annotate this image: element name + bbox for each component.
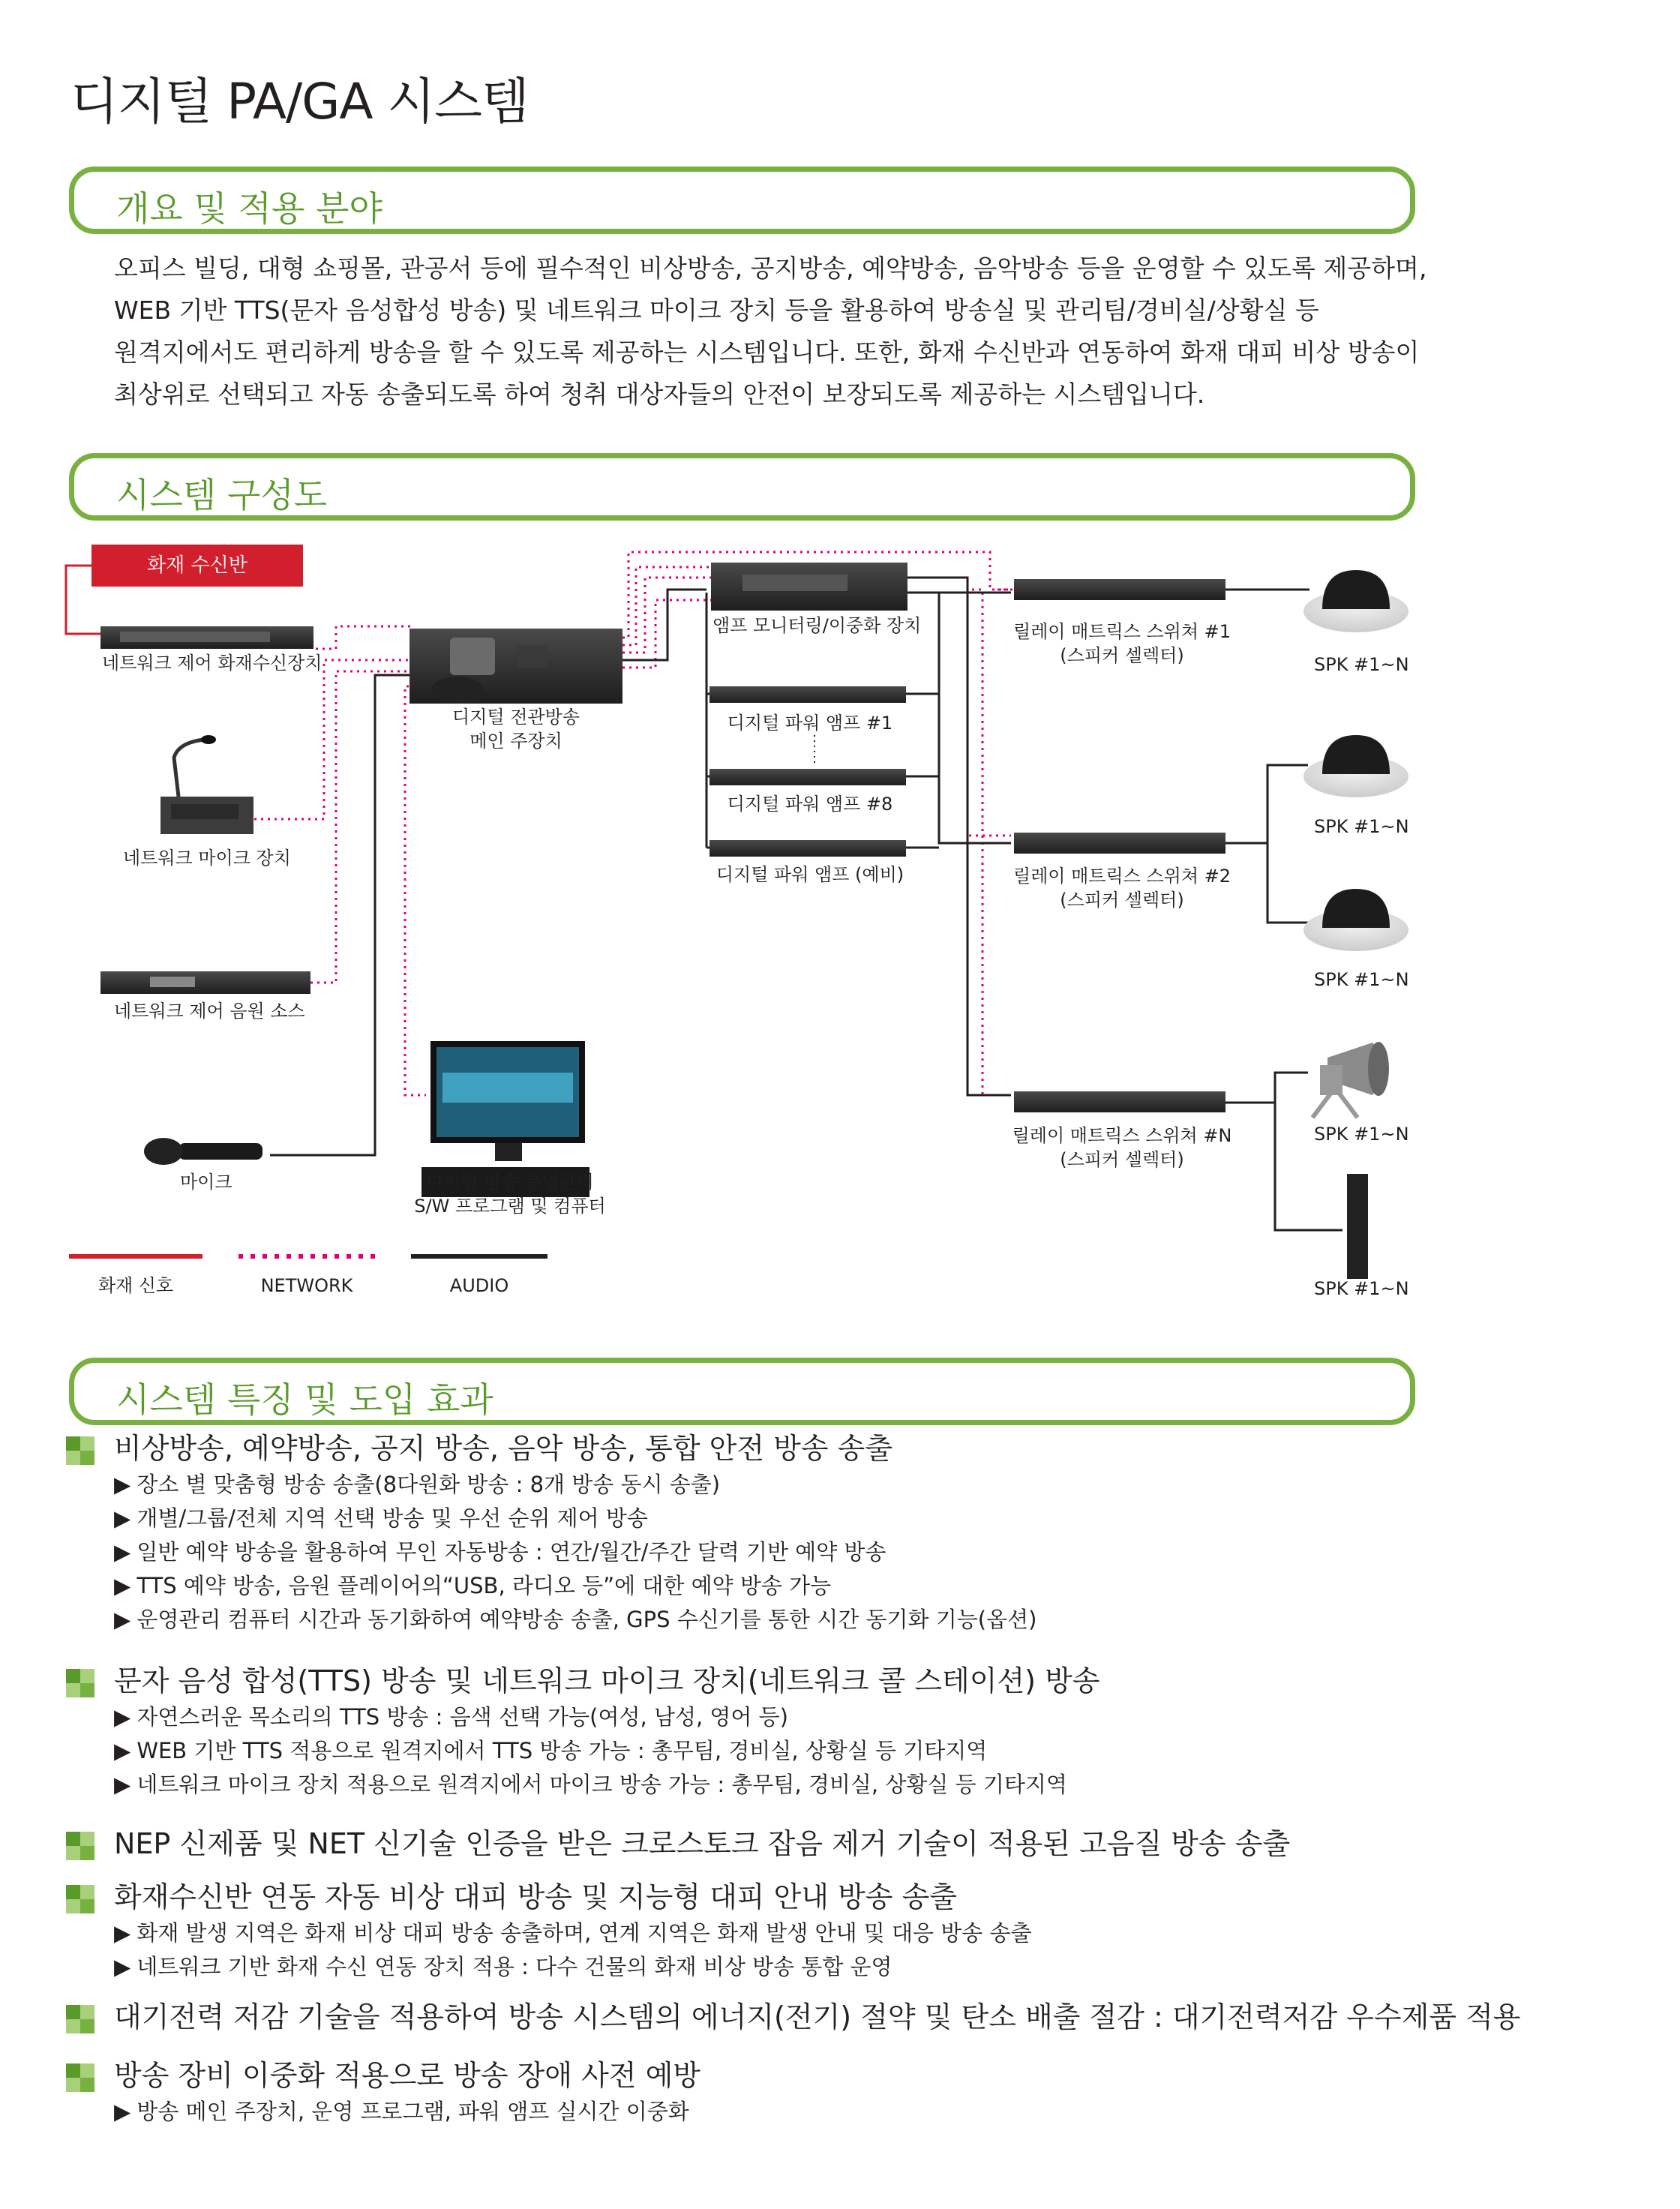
feature-title-text: 화재수신반 연동 자동 비상 대피 방송 및 지능형 대피 안내 방송 송출 bbox=[114, 1880, 957, 1913]
triangle-icon: ▶ bbox=[114, 1573, 131, 1598]
main-unit-label-line1: 디지털 전관방송 bbox=[452, 707, 580, 728]
mic-label: 마이크 bbox=[180, 1172, 232, 1193]
feature-item bbox=[66, 1877, 1032, 1984]
amp-monitor-label: 앰프 모니터링/이중화 장치 bbox=[712, 615, 922, 636]
page-title: 디지털 PA/GA 시스템 bbox=[70, 73, 529, 131]
feature-sub-text: 개별/그룹/전체 지역 선택 방송 및 우선 순위 제어 방송 bbox=[136, 1505, 648, 1531]
feature-sub bbox=[66, 1569, 1036, 1603]
amp-spare-label: 디지털 파워 앰프 (예비) bbox=[716, 864, 904, 885]
feature-sub bbox=[66, 1502, 1036, 1535]
intro-line: 오피스 빌딩, 대형 쇼핑몰, 관공서 등에 필수적인 비상방송, 공지방송, 예약방송, 음악방송 등을 운영할 수 있도록 제공하며, bbox=[114, 254, 1427, 283]
feature-sub bbox=[66, 1916, 1032, 1950]
green-square-icon bbox=[66, 2005, 94, 2033]
section-header-features bbox=[69, 1358, 1415, 1425]
amp8-label: 디지털 파워 앰프 #8 bbox=[727, 794, 893, 815]
relayN-label-line2: (스피커 셀렉터) bbox=[1060, 1149, 1184, 1170]
section-title: 시스템 특징 및 도입 효과 bbox=[116, 1379, 494, 1420]
spk-label: SPK #1~N bbox=[1314, 816, 1409, 837]
horn-speaker bbox=[1312, 1042, 1389, 1118]
feature-sub bbox=[66, 1468, 1036, 1502]
feature-title-text: 대기전력 저감 기술을 적용하여 방송 시스템의 에너지(전기) 절약 및 탄소 배출 절감 : 대기전력저감 우수제품 적용 bbox=[114, 2000, 1521, 2033]
intro-line: WEB 기반 TTS(문자 음성합성 방송) 및 네트워크 마이크 장치 등을 활용하여 방송실 및 관리팀/경비실/상황실 등 bbox=[114, 296, 1319, 325]
feature-title-text: 방송 장비 이중화 적용으로 방송 장애 사전 예방 bbox=[114, 2059, 701, 2092]
triangle-icon: ▶ bbox=[114, 1920, 131, 1946]
feature-sub-text: 장소 별 맞춤형 방송 송출(8다원화 방송 : 8개 방송 동시 송출) bbox=[136, 1472, 721, 1497]
fire-receiver-device bbox=[100, 626, 314, 649]
triangle-icon: ▶ bbox=[114, 1505, 131, 1531]
relayN-label bbox=[1010, 1124, 1234, 1172]
feature-item bbox=[66, 1997, 1521, 2036]
triangle-icon: ▶ bbox=[114, 1738, 131, 1763]
section-header-overview bbox=[69, 167, 1415, 234]
feature-sub bbox=[66, 1603, 1036, 1637]
feature-sub-text: WEB 기반 TTS 적용으로 원격지에서 TTS 방송 가능 : 총무팀, 경비실, 상황실 등 기타지역 bbox=[136, 1738, 988, 1763]
feature-sub bbox=[66, 1700, 1100, 1734]
relay1-label-line1: 릴레이 매트릭스 스위쳐 #1 bbox=[1012, 621, 1232, 642]
section-header-config bbox=[69, 453, 1415, 521]
triangle-icon: ▶ bbox=[114, 1472, 131, 1497]
main-unit-device bbox=[410, 629, 622, 704]
triangle-icon: ▶ bbox=[114, 1954, 131, 1979]
legend-network-label: NETWORK bbox=[260, 1275, 353, 1296]
feature-sub-text: 자연스러운 목소리의 TTS 방송 : 음색 선택 가능(여성, 남성, 영어 등) bbox=[136, 1704, 788, 1730]
relay2-label bbox=[1010, 864, 1234, 912]
audio-source-label: 네트워크 제어 음원 소스 bbox=[114, 1001, 305, 1022]
feature-sub-text: 네트워크 기반 화재 수신 연동 장치 적용 : 다수 건물의 화재 비상 방송 통합 운영 bbox=[136, 1954, 892, 1979]
feature-title bbox=[66, 1997, 1521, 2036]
relay2-label-line1: 릴레이 매트릭스 스위쳐 #2 bbox=[1012, 866, 1232, 887]
feature-sub-text: TTS 예약 방송, 음원 플레이어의“USB, 라디오 등”에 대한 예약 방송 가능 bbox=[136, 1573, 832, 1598]
column-speaker bbox=[1347, 1174, 1368, 1279]
spk-label: SPK #1~N bbox=[1314, 1124, 1409, 1145]
diagram-drawing bbox=[0, 518, 1680, 1328]
net-mic-device bbox=[160, 735, 254, 834]
green-square-icon bbox=[66, 1885, 94, 1913]
green-square-icon bbox=[66, 1832, 94, 1860]
fire-receiver-label: 네트워크 제어 화재수신장치 bbox=[102, 653, 322, 674]
intro-line: 원격지에서도 편리하게 방송을 할 수 있도록 제공하는 시스템입니다. 또한, 화재 수신반과 연동하여 화재 대피 비상 방송이 bbox=[114, 338, 1420, 367]
ceiling-speakers bbox=[1304, 570, 1408, 951]
triangle-icon: ▶ bbox=[114, 1704, 131, 1730]
triangle-icon: ▶ bbox=[114, 1607, 131, 1632]
pc-label-line1: 디지털 방송 운영관리 bbox=[426, 1172, 594, 1193]
spk-label: SPK #1~N bbox=[1314, 1278, 1409, 1299]
feature-sub-text: 네트워크 마이크 장치 적용으로 원격지에서 마이크 방송 가능 : 총무팀, 경비실, 상황실 등 기타지역 bbox=[136, 1772, 1067, 1797]
green-square-icon bbox=[66, 1436, 94, 1465]
main-unit-label bbox=[447, 705, 585, 753]
feature-title bbox=[66, 1429, 1036, 1468]
relay1-label bbox=[1010, 620, 1234, 668]
feature-title bbox=[66, 1824, 1290, 1863]
legend-fire-label: 화재 신호 bbox=[98, 1275, 174, 1296]
feature-item bbox=[66, 2056, 700, 2129]
section-title: 개요 및 적용 분야 bbox=[116, 188, 382, 229]
feature-title bbox=[66, 1661, 1100, 1700]
feature-sub-text: 일반 예약 방송을 활용하여 무인 자동방송 : 연간/월간/주간 달력 기반 예약 방송 bbox=[136, 1539, 886, 1565]
feature-sub bbox=[66, 1768, 1100, 1802]
legend-audio-label: AUDIO bbox=[449, 1275, 509, 1296]
main-unit-label-line2: 메인 주장치 bbox=[470, 731, 562, 752]
pc-label-line2: S/W 프로그램 및 컴퓨터 bbox=[414, 1196, 606, 1217]
section-title: 시스템 구성도 bbox=[116, 475, 328, 515]
feature-title-text: NEP 신제품 및 NET 신기술 인증을 받은 크로스토크 잡음 제거 기술이 적용된 고음질 방송 송출 bbox=[114, 1827, 1291, 1860]
spk-label: SPK #1~N bbox=[1314, 654, 1409, 675]
feature-item bbox=[66, 1824, 1290, 1863]
feature-sub-text: 화재 발생 지역은 화재 비상 대피 방송 송출하며, 연계 지역은 화재 발생 안내 및 대응 방송 송출 bbox=[136, 1920, 1032, 1946]
intro-line: 최상위로 선택되고 자동 송출되도록 하여 청취 대상자들의 안전이 보장되도록 제공하는 시스템입니다. bbox=[114, 380, 1205, 409]
relay1-label-line2: (스피커 셀렉터) bbox=[1060, 645, 1184, 666]
relay2-label-line2: (스피커 셀렉터) bbox=[1060, 890, 1184, 911]
feature-title bbox=[66, 2056, 700, 2095]
feature-item bbox=[66, 1429, 1036, 1637]
feature-sub bbox=[66, 1734, 1100, 1768]
triangle-icon: ▶ bbox=[114, 1539, 131, 1565]
feature-sub bbox=[66, 2095, 700, 2129]
feature-sub bbox=[66, 1950, 1032, 1984]
green-square-icon bbox=[66, 2063, 94, 2092]
spk-label: SPK #1~N bbox=[1314, 969, 1409, 990]
relayN-label-line1: 릴레이 매트릭스 스위쳐 #N bbox=[1012, 1125, 1232, 1146]
feature-item bbox=[66, 1661, 1100, 1802]
net-mic-label: 네트워크 마이크 장치 bbox=[123, 848, 291, 869]
fire-panel-label: 화재 수신반 bbox=[92, 545, 303, 587]
audio-source-device bbox=[100, 971, 310, 994]
amp-monitor-device bbox=[711, 563, 908, 611]
feature-title-text: 비상방송, 예약방송, 공지 방송, 음악 방송, 통합 안전 방송 송출 bbox=[114, 1432, 893, 1465]
mic-device bbox=[144, 1138, 262, 1165]
amp1-label: 디지털 파워 앰프 #1 bbox=[727, 713, 893, 734]
system-diagram bbox=[0, 518, 1680, 1328]
feature-sub bbox=[66, 1535, 1036, 1569]
intro-text bbox=[114, 248, 1427, 416]
feature-sub-text: 운영관리 컴퓨터 시간과 동기화하여 예약방송 송출, GPS 수신기를 통한 시간 동기화 기능(옵션) bbox=[136, 1607, 1037, 1632]
triangle-icon: ▶ bbox=[114, 1772, 131, 1797]
green-square-icon bbox=[66, 1669, 94, 1697]
triangle-icon: ▶ bbox=[114, 2099, 131, 2124]
feature-sub-text: 방송 메인 주장치, 운영 프로그램, 파워 앰프 실시간 이중화 bbox=[136, 2099, 689, 2124]
feature-title-text: 문자 음성 합성(TTS) 방송 및 네트워크 마이크 장치(네트워크 콜 스테이션) 방송 bbox=[114, 1664, 1100, 1697]
pc-label bbox=[405, 1170, 615, 1218]
feature-title bbox=[66, 1877, 1032, 1916]
